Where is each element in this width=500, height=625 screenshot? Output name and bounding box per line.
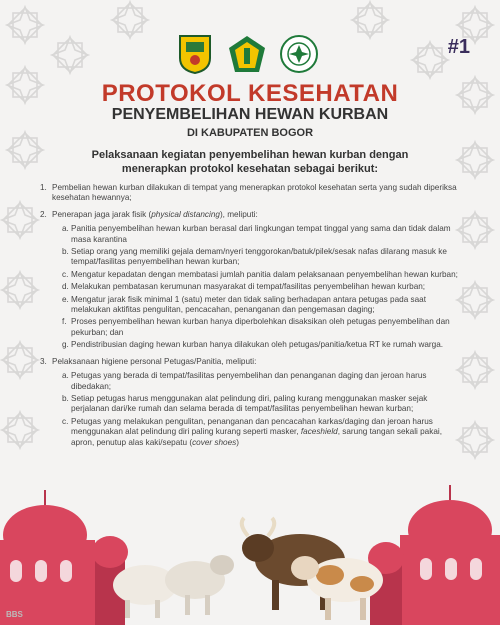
page-subtitle: PENYEMBELIHAN HEWAN KURBAN <box>111 106 389 123</box>
page-title: PROTOKOL KESEHATAN <box>101 80 399 107</box>
bogor-regency-emblem-icon <box>175 34 215 74</box>
sub-item: a. Panitia penyembelihan hewan kurban berasal dari lingkungan tempat tinggal yang sama dan tidak dalam masa karantina <box>62 224 451 244</box>
item-text: Pembelian hewan kurban dilakukan di tempat yang menerapkan protokol kesehatan serta yang sudah diperiksa kesehatan hewannya; <box>52 183 457 203</box>
list-item <box>40 210 465 351</box>
list-item <box>40 183 465 204</box>
sub-list <box>52 224 465 350</box>
cow-icon <box>291 556 383 620</box>
sub-item: c. Petugas yang melakukan pengulitan, penanganan dan pencacahan karkas/daging dan jeroan harus menggunakan alat pelindung diri paling kurang seperti masker, faceshield, sarung tangan sekali pakai, apron, penutup alas kaki/sepatu (cover shoes) <box>62 416 442 447</box>
mui-emblem-icon <box>279 34 319 74</box>
left-mosque-icon <box>0 490 128 625</box>
item-text: Pelaksanaan higiene personal Petugas/Panitia, meliputi: <box>52 356 257 366</box>
sub-item: c. Mengatur kepadatan dengan membatasi jumlah panitia dalam pelaksanaan penyembelihan hewan kurban; <box>62 269 458 279</box>
sub-item: e. Mengatur jarak fisik minimal 1 (satu) meter dan tidak saling berhadapan antara petugas pada saat melakukan aktifitas pengulitan, pencacahan, penanganan dan pengemasan daging; <box>62 294 426 315</box>
list-item <box>40 357 465 448</box>
mosque-animals-illustration <box>0 480 500 625</box>
item-number: 1. <box>40 183 47 192</box>
sub-item: b. Setiap petugas harus menggunakan alat pelindung diri, paling kurang menggunakan masker sejak perjalanan dari/ke rumah dan selama berada di tempat/fasilitas penyembelihan hewan kurban; <box>62 393 428 414</box>
item-number: 2. <box>40 209 47 219</box>
protocol-list <box>40 183 465 454</box>
sub-item: g. Pendistribusian daging hewan kurban hanya dilakukan oleh petugas/panitia/ketua RT ke rumah warga. <box>62 340 444 350</box>
signature-text: BBS <box>6 610 23 619</box>
logo-row <box>175 34 319 74</box>
region-label: DI KABUPATEN BOGOR <box>186 127 314 139</box>
item-text: Penerapan jaga jarak fisik (physical distancing), meliputi: <box>52 209 258 219</box>
item-number: 3. <box>40 356 47 366</box>
sub-item: a. Petugas yang berada di tempat/fasilitas penyembelihan dan penanganan daging dan jeroan harus dibedakan; <box>62 371 427 391</box>
sheep-icon <box>113 555 234 618</box>
intro-text: Pelaksanaan kegiatan penyembelihan hewan kurban dengan menerapkan protokol kesehatan sebagai berikut: <box>91 149 409 175</box>
sub-item: f. Proses penyembelihan hewan kurban hanya diperbolehkan disaksikan oleh petugas penyembelihan dan pekurban; dan <box>62 317 450 337</box>
page-number-badge: #1 <box>447 36 470 58</box>
kemenag-emblem-icon <box>227 34 267 74</box>
sub-list <box>52 371 465 448</box>
sub-item: d. Melakukan pembatasan kerumunan masyarakat di tempat/fasilitas penyembelihan hewan kurban; <box>62 282 426 292</box>
sub-item: b. Setiap orang yang memiliki gejala demam/nyeri tenggorokan/batuk/pilek/sesak nafas dilarang masuk ke tempat/fasilitas penyembelihan hewan kurban; <box>62 247 447 267</box>
right-mosque-icon <box>368 485 500 625</box>
